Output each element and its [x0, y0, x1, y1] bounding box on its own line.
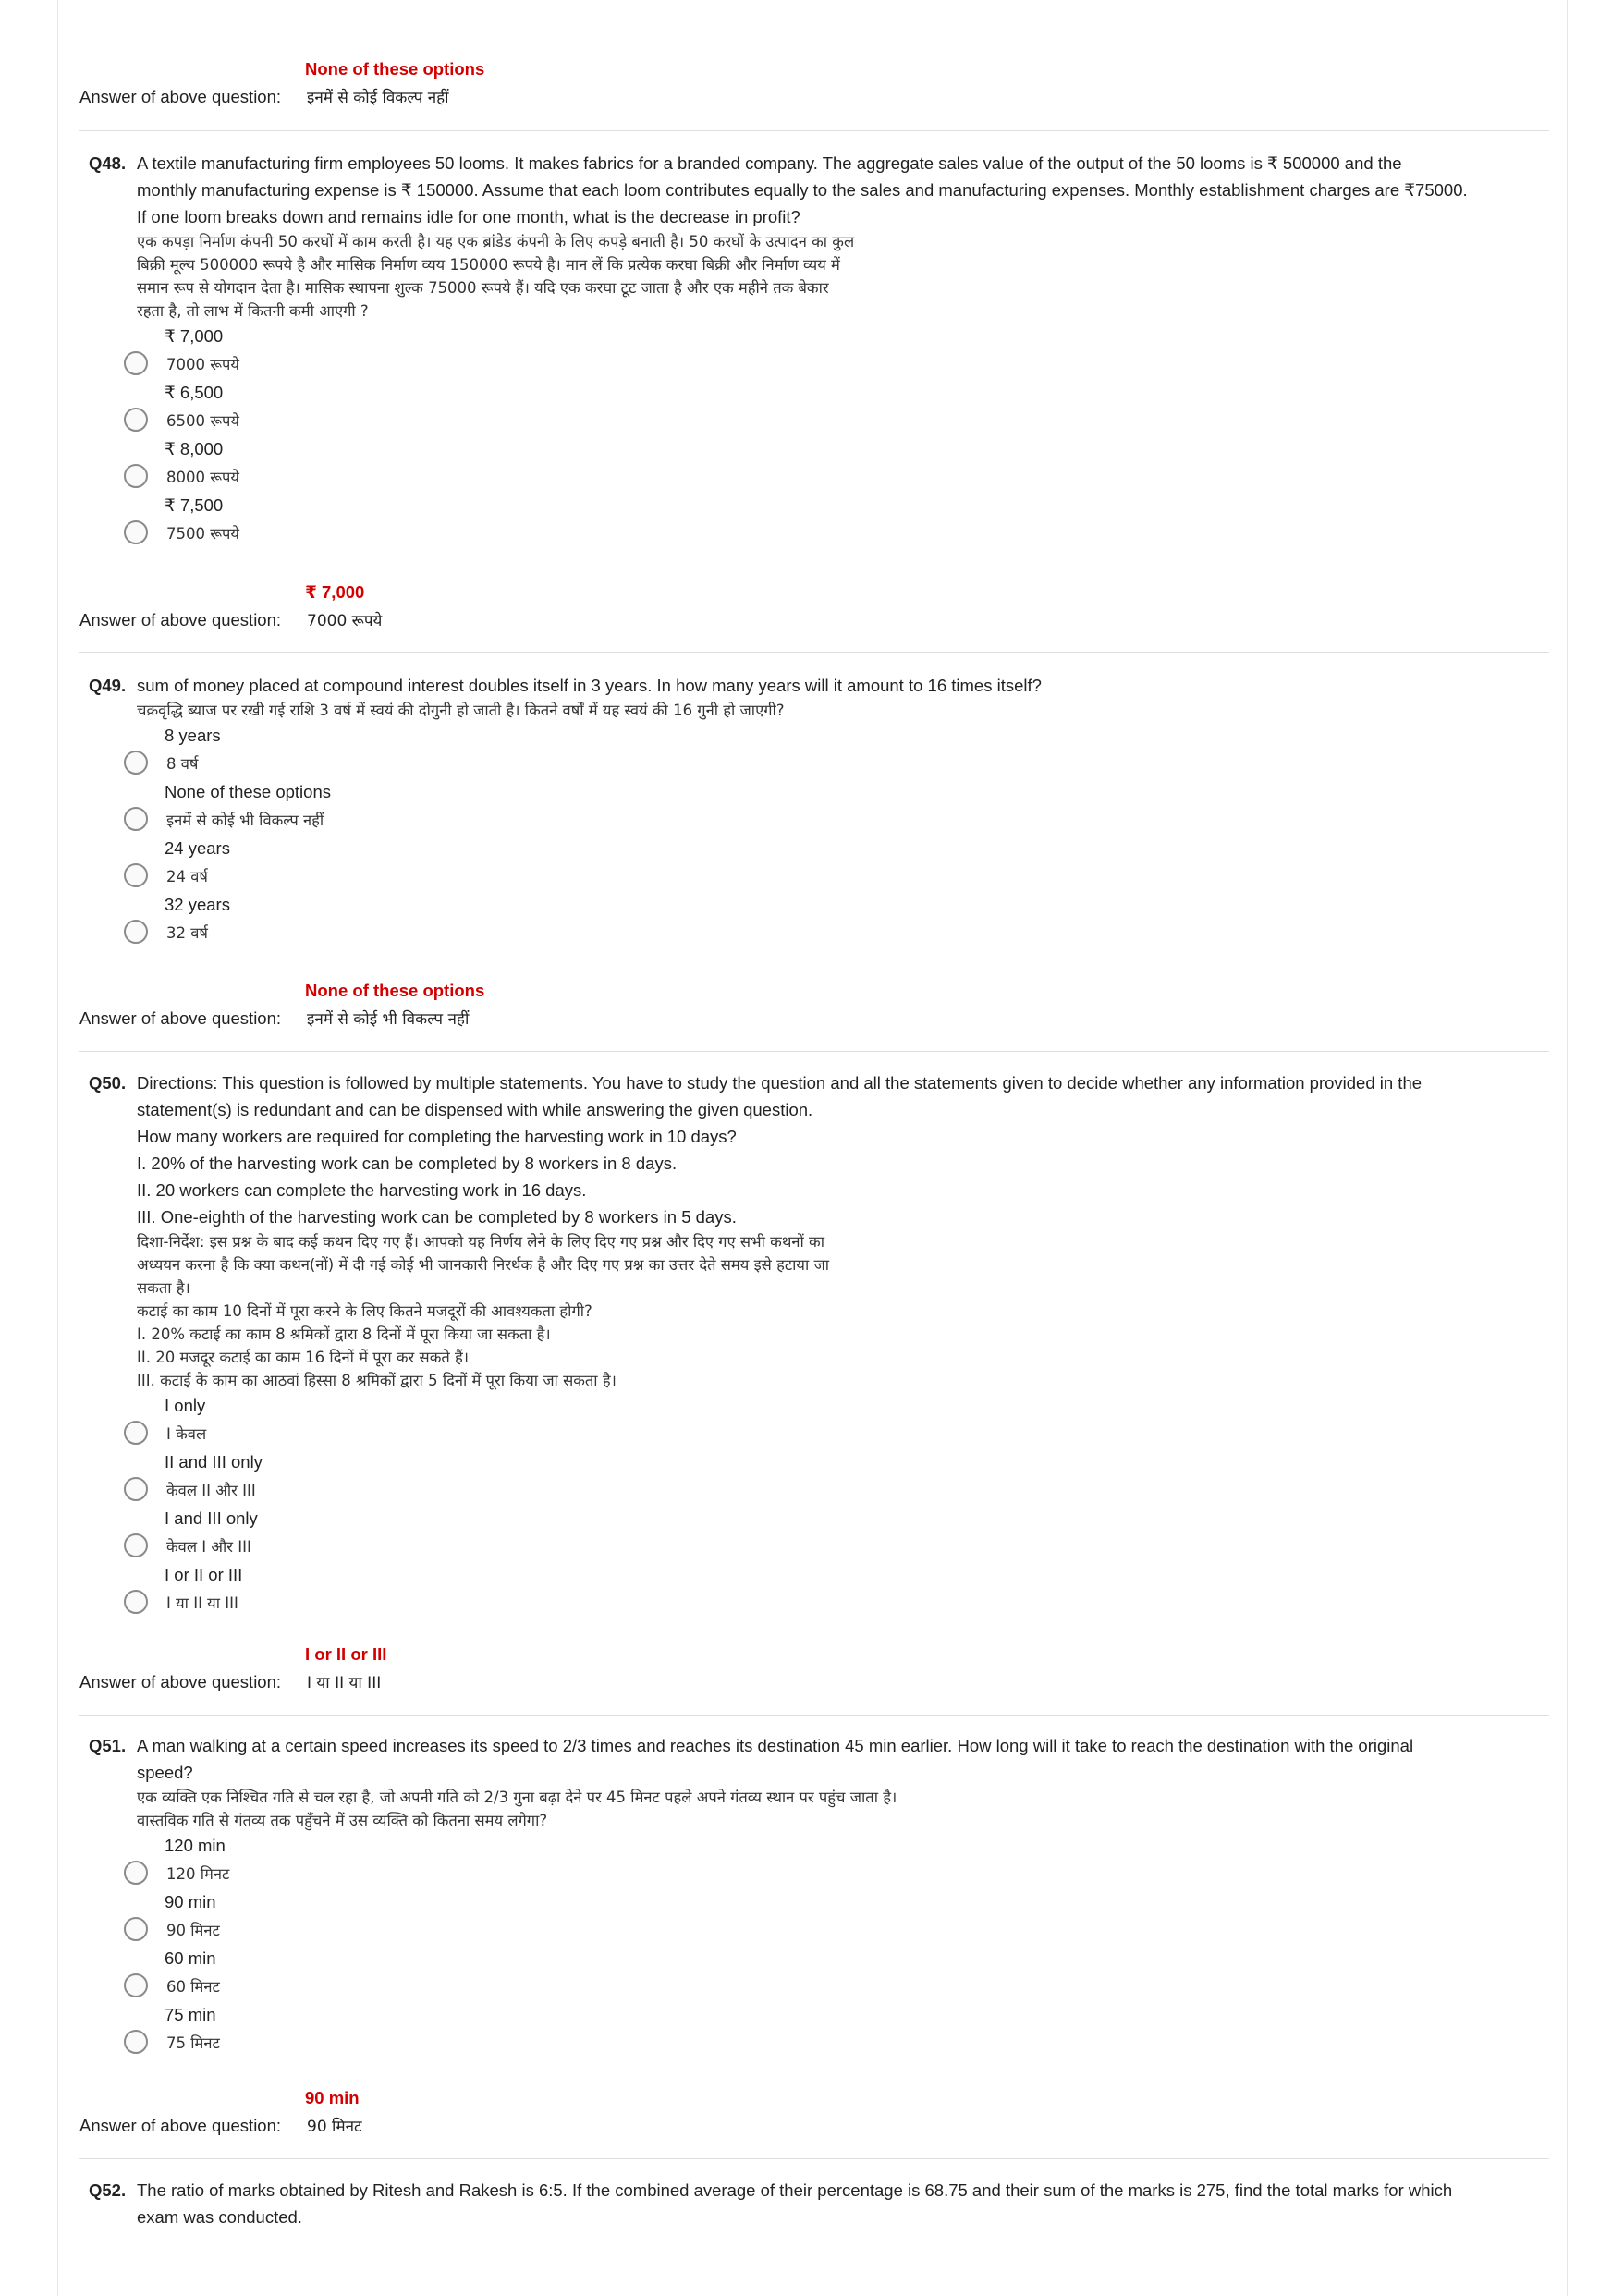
question-block-51	[79, 1732, 1549, 2058]
answer-label: Answer of above question:	[79, 2116, 282, 2135]
question-divider	[79, 1051, 1549, 1052]
correct-answer-english: None of these options	[305, 59, 485, 79]
radio-button[interactable]	[124, 807, 148, 831]
option-4[interactable]	[79, 519, 1549, 548]
question-text	[79, 672, 1549, 722]
option-label-hi: 8 वर्ष	[166, 755, 199, 773]
option-3[interactable]	[79, 861, 1549, 891]
option-label-hi: केवल II और III	[166, 1482, 256, 1499]
correct-answer-english: ₹ 7,000	[305, 582, 365, 602]
option-label-en: ₹ 7,000	[165, 326, 224, 346]
radio-button[interactable]	[124, 464, 148, 488]
question-line-en: The ratio of marks obtained by Ritesh and Rakesh is 6:5. If the combined average of their percentage is 68.75 and their sum of the marks is 275, find the total marks for which	[137, 2180, 1453, 2200]
question-line-en: II. 20 workers can complete the harvesting work in 16 days.	[137, 1180, 587, 1200]
option-label-en: 24 years	[165, 838, 230, 858]
question-line-en: sum of money placed at compound interest doubles itself in 3 years. In how many years will it amount to 16 times itself?	[137, 676, 1042, 695]
question-divider	[79, 130, 1549, 131]
option-label-hi: 90 मिनट	[166, 1922, 220, 1939]
radio-button[interactable]	[124, 2030, 148, 2054]
answer-label: Answer of above question:	[79, 1008, 282, 1028]
option-label-hi: केवल I और III	[166, 1538, 251, 1556]
question-text	[79, 1069, 1549, 1392]
question-block-49	[79, 672, 1549, 947]
option-label-en: I only	[165, 1396, 206, 1415]
question-line-hi: कटाई का काम 10 दिनों में पूरा करने के लिए कितने मजदूरों की आवश्यकता होगी?	[137, 1302, 592, 1320]
option-label-hi: I केवल	[166, 1425, 207, 1443]
question-line-en: A textile manufacturing firm employees 50 looms. It makes fabrics for a branded company. The aggregate sales value of the output of the 50 looms is ₹ 500000 and the	[137, 153, 1402, 173]
option-2[interactable]	[79, 1475, 1549, 1505]
answer-label: Answer of above question:	[79, 1672, 282, 1691]
question-line-hi: एक कपड़ा निर्माण कंपनी 50 करघों में काम करती है। यह एक ब्रांडेड कंपनी के लिए कपड़े बनाती है। 50 करघों के उत्पादन का कुल	[137, 233, 855, 250]
question-line-hi: एक व्यक्ति एक निश्चित गति से चल रहा है, जो अपनी गति को 2/3 गुना बढ़ा देने पर 45 मिनट पहले अपने गंतव्य स्थान पर पहुंच जाता है।	[137, 1789, 897, 1806]
radio-button[interactable]	[124, 520, 148, 544]
question-line-en: III. One-eighth of the harvesting work can be completed by 8 workers in 5 days.	[137, 1207, 737, 1227]
option-label-en: I and III only	[165, 1508, 258, 1528]
option-label-en: ₹ 8,000	[165, 439, 224, 458]
radio-button[interactable]	[124, 1533, 148, 1557]
question-line-en: If one loom breaks down and remains idle for one month, what is the decrease in profit?	[137, 207, 800, 226]
correct-answer-hindi: I या II या III	[307, 1674, 382, 1692]
left-frame-line	[57, 0, 58, 2296]
answer-label: Answer of above question:	[79, 610, 282, 629]
option-label-en: 8 years	[165, 726, 221, 745]
option-label-hi: 60 मिनट	[166, 1978, 220, 1996]
option-2[interactable]	[79, 1915, 1549, 1945]
option-3[interactable]	[79, 1972, 1549, 2001]
correct-answer-english: 90 min	[305, 2088, 360, 2107]
option-label-hi: 24 वर्ष	[166, 868, 208, 885]
question-line-hi: III. कटाई के काम का आठवां हिस्सा 8 श्रमिकों द्वारा 5 दिनों में पूरा किया जा सकता है।	[137, 1372, 617, 1389]
question-block-50	[79, 1069, 1549, 1618]
option-3[interactable]	[79, 1532, 1549, 1561]
radio-button[interactable]	[124, 1861, 148, 1885]
option-1[interactable]	[79, 349, 1549, 379]
correct-answer-hindi: इनमें से कोई विकल्प नहीं	[307, 89, 449, 107]
option-label-hi: 6500 रूपये	[166, 412, 239, 430]
radio-button[interactable]	[124, 408, 148, 432]
option-label-hi: इनमें से कोई भी विकल्प नहीं	[166, 812, 324, 829]
option-label-en: ₹ 7,500	[165, 495, 224, 515]
option-label-en: None of these options	[165, 782, 331, 801]
question-number: Q49.	[89, 676, 127, 695]
correct-answer-english: I or II or III	[305, 1644, 387, 1664]
option-label-en: 32 years	[165, 895, 230, 914]
question-divider	[79, 2158, 1549, 2159]
question-line-en: monthly manufacturing expense is ₹ 150000. Assume that each loom contributes equally to the sales and manufacturing expenses. Monthly establishment charges are ₹75000.	[137, 180, 1468, 200]
question-number: Q48.	[89, 153, 127, 173]
option-4[interactable]	[79, 2028, 1549, 2058]
option-label-hi: 120 मिनट	[166, 1865, 230, 1883]
question-block-52	[79, 2177, 1549, 2230]
question-line-en: A man walking at a certain speed increases its speed to 2/3 times and reaches its destination 45 min earlier. How long will it take to reach the destination with the original	[137, 1736, 1414, 1755]
correct-answer-english: None of these options	[305, 981, 485, 1000]
question-number: Q51.	[89, 1736, 127, 1755]
question-line-en: I. 20% of the harvesting work can be completed by 8 workers in 8 days.	[137, 1154, 678, 1173]
option-2[interactable]	[79, 406, 1549, 435]
option-label-en: I or II or III	[165, 1565, 243, 1584]
question-divider	[79, 652, 1549, 653]
option-label-en: 90 min	[165, 1892, 216, 1911]
question-block-48	[79, 150, 1549, 548]
option-label-hi: 7000 रूपये	[166, 356, 239, 373]
question-text	[79, 1732, 1549, 1832]
question-line-hi: अध्ययन करना है कि क्या कथन(नों) में दी गई कोई भी जानकारी निरर्थक है और दिए गए प्रश्न का उत्तर देते समय इसे हटाया जा	[137, 1256, 830, 1274]
radio-button[interactable]	[124, 751, 148, 775]
radio-button[interactable]	[124, 1917, 148, 1941]
option-label-en: ₹ 6,500	[165, 383, 224, 402]
option-label-en: 60 min	[165, 1948, 216, 1968]
option-1[interactable]	[79, 1419, 1549, 1448]
question-text	[79, 150, 1549, 323]
answer-label: Answer of above question:	[79, 87, 282, 106]
radio-button[interactable]	[124, 863, 148, 887]
option-4[interactable]	[79, 918, 1549, 947]
question-number: Q52.	[89, 2180, 127, 2200]
question-line-en: speed?	[137, 1763, 193, 1782]
option-label-en: 75 min	[165, 2005, 216, 2024]
option-label-en: 120 min	[165, 1836, 226, 1855]
question-line-hi: सकता है।	[137, 1279, 190, 1297]
question-line-en: exam was conducted.	[137, 2207, 302, 2227]
radio-button[interactable]	[124, 1421, 148, 1445]
correct-answer-hindi: 7000 रूपये	[307, 612, 383, 630]
radio-button[interactable]	[124, 1590, 148, 1614]
option-1[interactable]	[79, 1859, 1549, 1888]
option-2[interactable]	[79, 805, 1549, 835]
radio-button[interactable]	[124, 1477, 148, 1501]
radio-button[interactable]	[124, 351, 148, 375]
question-line-hi: रहता है, तो लाभ में कितनी कमी आएगी ?	[137, 302, 369, 320]
option-label-hi: I या II या III	[166, 1594, 238, 1612]
question-line-hi: दिशा-निर्देश: इस प्रश्न के बाद कई कथन दिए गए हैं। आपको यह निर्णय लेने के लिए दिए गए प्रश्न और दिए गए सभी कथनों का	[137, 1233, 824, 1251]
question-number: Q50.	[89, 1073, 127, 1093]
option-label-hi: 75 मिनट	[166, 2034, 220, 2052]
question-line-en: Directions: This question is followed by multiple statements. You have to study the question and all the statements given to decide whether any information provided in the	[137, 1073, 1423, 1093]
question-line-hi: बिक्री मूल्य 500000 रूपये है और मासिक निर्माण व्यय 150000 रूपये है। मान लें कि प्रत्येक करघा बिक्री और निर्माण व्यय में	[137, 256, 840, 274]
correct-answer-hindi: इनमें से कोई भी विकल्प नहीं	[307, 1010, 470, 1029]
question-divider	[79, 1715, 1549, 1716]
question-line-hi: चक्रवृद्धि ब्याज पर रखी गई राशि 3 वर्ष में स्वयं की दोगुनी हो जाती है। कितने वर्षों में यह स्वयं की 16 गुनी हो जाएगी?	[137, 702, 785, 719]
question-line-hi: वास्तविक गति से गंतव्य तक पहुँचने में उस व्यक्ति को कितना समय लगेगा?	[137, 1812, 548, 1829]
option-label-hi: 8000 रूपये	[166, 469, 239, 486]
right-frame-line	[1567, 0, 1568, 2296]
question-line-en: statement(s) is redundant and can be dispensed with while answering the given question.	[137, 1100, 813, 1119]
option-label-hi: 32 वर्ष	[166, 924, 208, 942]
radio-button[interactable]	[124, 1973, 148, 1997]
question-line-en: How many workers are required for completing the harvesting work in 10 days?	[137, 1127, 737, 1146]
option-4[interactable]	[79, 1588, 1549, 1618]
option-label-en: II and III only	[165, 1452, 263, 1472]
question-line-hi: समान रूप से योगदान देता है। मासिक स्थापना शुल्क 75000 रूपये हैं। यदि एक करघा टूट जाता है और एक महीने तक बेकार	[137, 279, 829, 297]
correct-answer-hindi: 90 मिनट	[307, 2118, 362, 2136]
question-text	[79, 2177, 1549, 2230]
question-line-hi: II. 20 मजदूर कटाई का काम 16 दिनों में पूरा कर सकते हैं।	[137, 1349, 470, 1366]
option-label-hi: 7500 रूपये	[166, 525, 239, 543]
question-line-hi: I. 20% कटाई का काम 8 श्रमिकों द्वारा 8 दिनों में पूरा किया जा सकता है।	[137, 1325, 551, 1343]
option-1[interactable]	[79, 749, 1549, 778]
option-3[interactable]	[79, 462, 1549, 492]
radio-button[interactable]	[124, 920, 148, 944]
